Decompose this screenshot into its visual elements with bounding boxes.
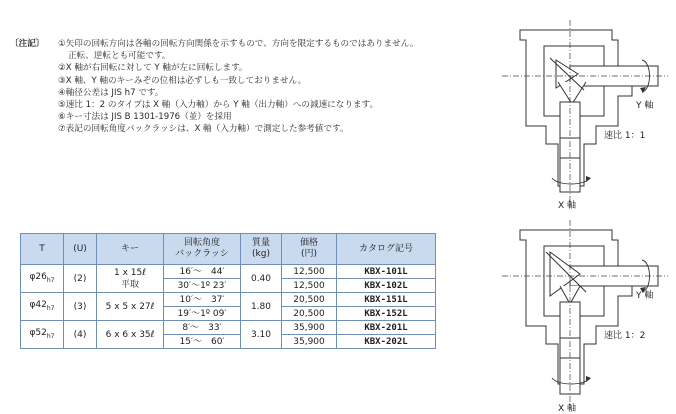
cell-catalog: KBX-101L [337, 265, 436, 279]
note-continuation: 正転、逆転とも可能です。 [68, 51, 171, 62]
col-header-catalog: カタログ記号 [337, 234, 436, 265]
col-header-t: T [21, 234, 64, 265]
y-axis-label: Y 軸 [636, 291, 654, 301]
gearbox-drawing [500, 218, 670, 414]
note-text: ⑥キー寸法は JIS B 1301-1976（並）を採用 [58, 112, 232, 123]
cell-catalog: KBX-152L [337, 307, 436, 321]
x-axis-label: X 軸 [558, 201, 577, 211]
col-header-angle: 回転角度 バックラッシ [164, 234, 241, 265]
cell-catalog: KBX-201L [337, 321, 436, 335]
note-text: ⑦表記の回転角度バックラッシは、X 軸（入力軸）で測定した参考値です。 [58, 124, 349, 135]
cell-angle: 16′～ 44′ [164, 265, 241, 279]
y-axis-label: Y 軸 [636, 101, 654, 111]
note-item [10, 87, 490, 99]
cell-mass: 3.10 [241, 321, 282, 349]
cell-u: (4) [64, 321, 97, 349]
note-item [10, 75, 490, 87]
cell-mass: 0.40 [241, 265, 282, 293]
cell-u: (3) [64, 293, 97, 321]
table-header-row [21, 234, 436, 265]
note-item [10, 99, 490, 111]
cell-key: 1 x 15ℓ 平取 [97, 265, 164, 293]
table-row [21, 321, 436, 335]
cell-key: 5 x 5 x 27ℓ [97, 293, 164, 321]
speed-ratio-label: 速比 1：1 [604, 131, 646, 141]
cell-price: 20,500 [282, 307, 337, 321]
cell-angle: 19′～1º 09′ [164, 307, 241, 321]
gearbox-drawing [500, 18, 670, 213]
note-item [10, 38, 490, 50]
cell-catalog: KBX-151L [337, 293, 436, 307]
cell-u: (2) [64, 265, 97, 293]
gearbox-diagram-ratio-1-1 [500, 18, 670, 213]
col-header-key: キー [97, 234, 164, 265]
col-header-u: (U) [64, 234, 97, 265]
notes-heading: 〔注記〕 [10, 39, 45, 49]
cell-key: 6 x 6 x 35ℓ [97, 321, 164, 349]
note-text: ②X 軸が右回転に対して Y 軸が左に回転します。 [58, 63, 248, 74]
cell-angle: 8′～ 33′ [164, 321, 241, 335]
cell-angle: 30′～1º 23′ [164, 279, 241, 293]
cell-t: $\varphi 26_{h7}$ [21, 265, 64, 293]
cell-t: $\varphi 52_{h7}$ [21, 321, 64, 349]
cell-t: $\varphi 42_{h7}$ [21, 293, 64, 321]
col-header-mass: 質量 (kg) [241, 234, 282, 265]
cell-price: 35,900 [282, 321, 337, 335]
spec-table [20, 233, 436, 349]
note-text: ③X 軸、Y 軸のキーみぞの位相は必ずしも一致しておりません。 [58, 75, 307, 86]
cell-price: 20,500 [282, 293, 337, 307]
note-item [10, 111, 490, 123]
gearbox-diagram-ratio-1-2 [500, 218, 670, 414]
cell-price: 35,900 [282, 335, 337, 349]
cell-catalog: KBX-102L [337, 279, 436, 293]
note-item [10, 62, 490, 74]
cell-angle: 15′～ 60′ [164, 335, 241, 349]
x-axis-label: X 軸 [558, 404, 577, 414]
cell-catalog: KBX-202L [337, 335, 436, 349]
table-row [21, 265, 436, 279]
cell-angle: 10′～ 37′ [164, 293, 241, 307]
notes-section [10, 38, 490, 136]
note-text: ①矢印の回転方向は各軸の回転方向関係を示すもので、方向を限定するものではありません。 [58, 39, 419, 49]
cell-price: 12,500 [282, 265, 337, 279]
col-header-price: 価格 (円) [282, 234, 337, 265]
table-row [21, 293, 436, 307]
note-text: ⑤速比 1：2 のタイプは X 軸（入力軸）から Y 軸（出力軸）への減速になります。 [58, 100, 379, 111]
speed-ratio-label: 速比 1：2 [604, 331, 646, 341]
cell-price: 12,500 [282, 279, 337, 293]
note-text: ④軸径公差は JIS h7 です。 [58, 87, 164, 98]
cell-mass: 1.80 [241, 293, 282, 321]
note-item [10, 123, 490, 135]
